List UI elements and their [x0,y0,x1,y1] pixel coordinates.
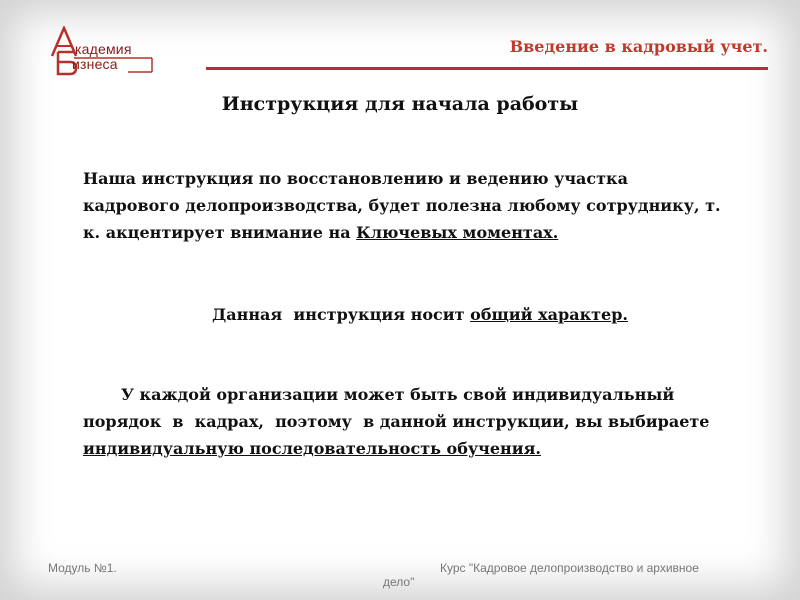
footer-module: Модуль №1. [48,561,117,575]
instruction-paragraph-3 [83,381,773,462]
header-title: Введение в кадровый учет. [509,37,768,56]
paragraph-1-line-3-prefix: к. акцентирует внимание на [83,223,357,242]
paragraph-3-line-2: порядок в кадрах, поэтому в данной инструкции, вы выбираете [83,412,710,431]
academy-logo [48,26,154,76]
instruction-paragraph-1 [83,165,763,246]
paragraph-1-line-1: Наша инструкция по восстановлению и ведению участка [83,169,628,188]
general-character-emphasis: общий характер. [470,305,628,324]
header-divider [206,67,768,70]
footer-course-line-2: дело" [383,575,415,589]
instruction-paragraph-2 [0,301,800,328]
paragraph-1-line-3 [83,219,763,246]
logo-text-line1: кадемия [75,41,132,57]
footer-course-line-1: Курс "Кадровое делопроизводство и архивное [440,561,699,575]
page-title: Инструкция для начала работы [221,93,579,115]
paragraph-1-line-2: кадрового делопроизводства, будет полезна любому сотруднику, т. [83,196,721,215]
individual-sequence-emphasis: индивидуальную последовательность обучения. [83,439,541,458]
logo-text-line2: изнеса [72,56,118,72]
paragraph-3-line-1: У каждой организации может быть свой индивидуальный [121,385,675,404]
paragraph-2-prefix: Данная инструкция носит [212,305,471,324]
key-moments-emphasis: Ключевых моментах. [356,223,559,242]
